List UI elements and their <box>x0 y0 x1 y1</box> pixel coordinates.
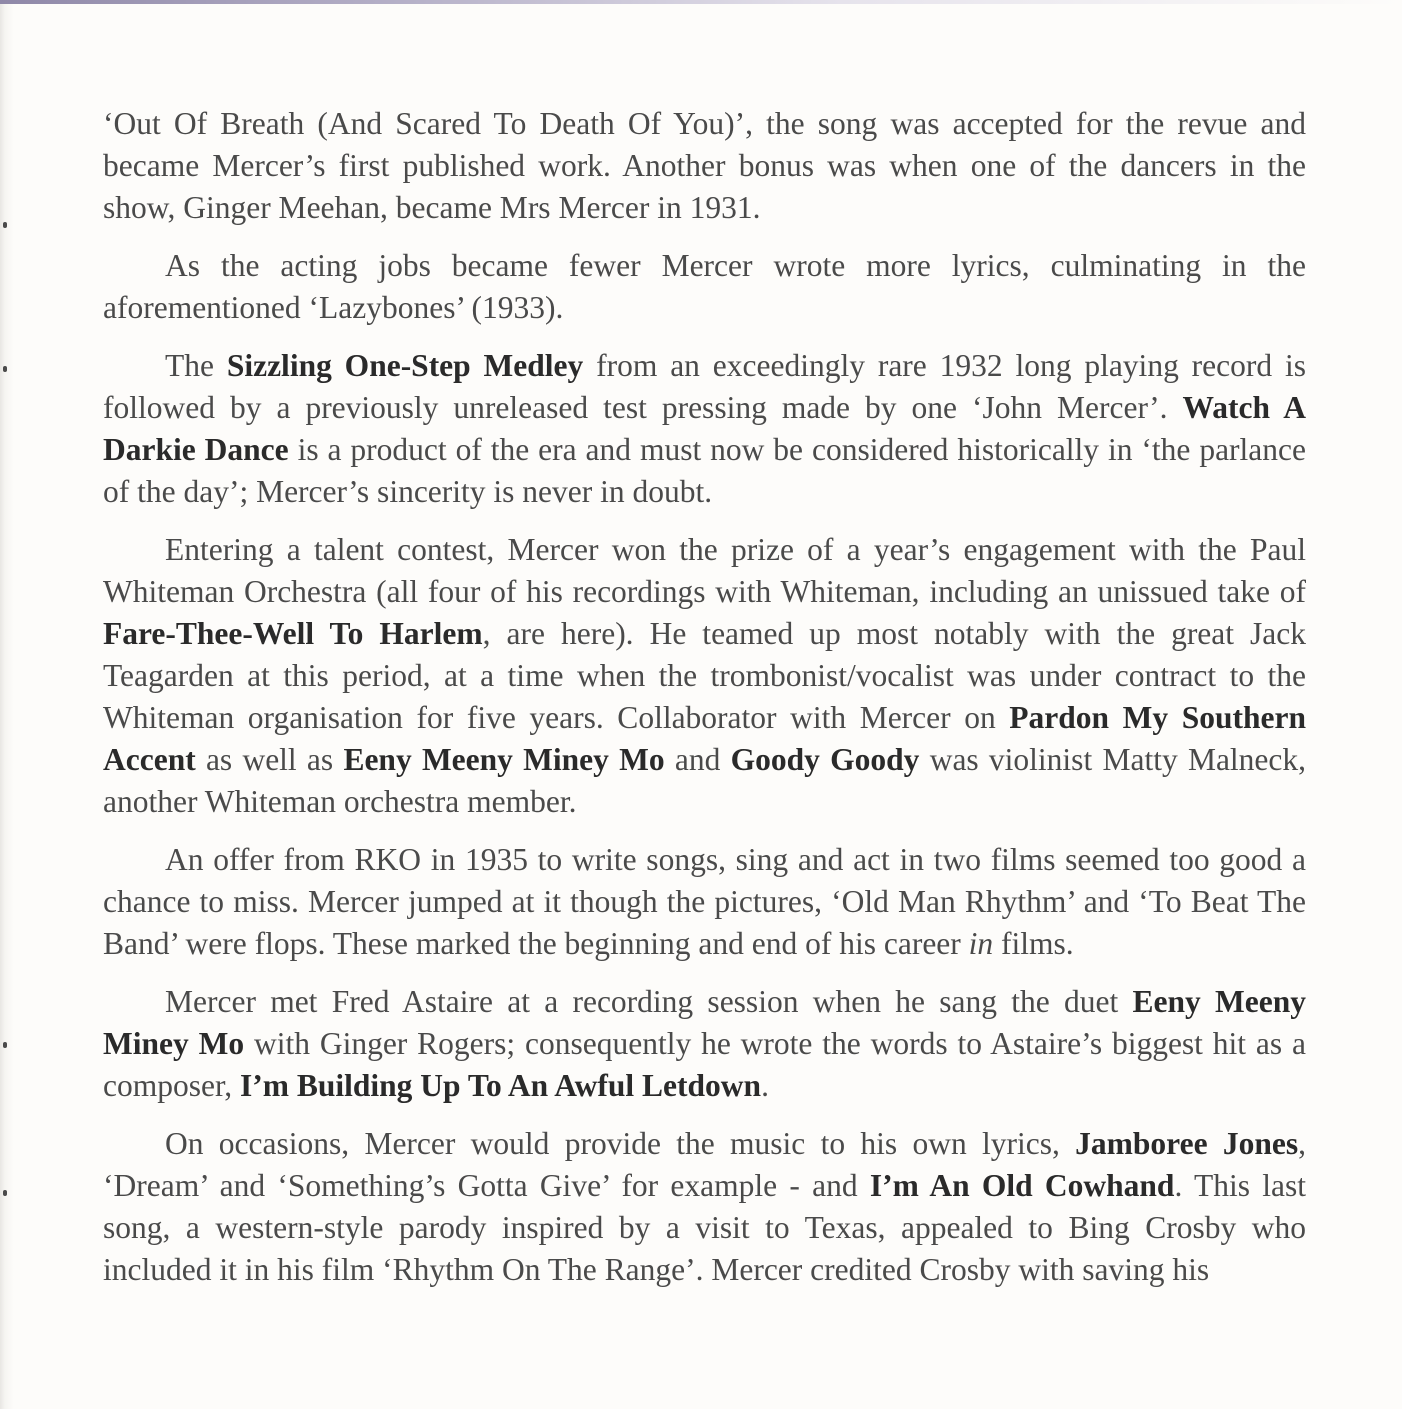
song-title: I’m Building Up To An Awful Letdown <box>239 1068 762 1103</box>
song-title: Pardon My Southern Accent <box>103 700 1306 777</box>
page-speck <box>3 1042 7 1048</box>
page-speck <box>3 222 7 228</box>
body-text: On occasions, Mercer would provide the music to his own lyrics, <box>165 1126 1076 1161</box>
body-text: films. <box>993 926 1074 961</box>
page-speck <box>3 1190 7 1196</box>
body-text: An offer from RKO in 1935 to write songs, sing and act in two films seemed too good a chance to miss. Mercer jumped at it though the pictures, ‘Old Man Rhythm’ and ‘To Beat The Band’ were flops. These marked the beginning and end of his career <box>103 842 1306 961</box>
paragraph-7 <box>103 1123 1306 1291</box>
body-text: As the acting jobs became fewer Mercer wrote more lyrics, culminating in the aforementioned ‘Lazybones’ (1933). <box>103 248 1306 325</box>
song-title: I’m An Old Cowhand <box>869 1168 1175 1203</box>
body-text: Entering a talent contest, Mercer won the prize of a year’s engagement with the Paul Whiteman Orchestra (all four of his recordings with Whiteman, including an unissued take of <box>103 532 1306 609</box>
song-title: Watch A Darkie Dance <box>103 390 1306 467</box>
body-text: . This last song, a western-style parody inspired by a visit to Texas, appealed to Bing Crosby who included it in his film ‘Rhythm On The Range’. Mercer credited Crosby with saving his <box>103 1168 1306 1287</box>
body-text: Mercer met Fred Astaire at a recording session when he sang the duet <box>165 984 1133 1019</box>
body-text: as well as <box>195 742 344 777</box>
body-text: ‘Out Of Breath (And Scared To Death Of You)’, the song was accepted for the revue and became Mercer’s first published work. Another bonus was when one of the dancers in the show, Ginger Meehan, became Mrs Mercer in 1931. <box>103 106 1306 225</box>
paragraph-5 <box>103 839 1306 965</box>
song-title: Goody Goody <box>730 742 920 777</box>
body-text: The <box>165 348 227 383</box>
paragraph-6 <box>103 981 1306 1107</box>
body-text: with Ginger Rogers; consequently he wrote the words to Astaire’s biggest hit as a composer, <box>103 1026 1307 1103</box>
song-title: Eeny Meeny Miney Mo <box>343 742 665 777</box>
paragraph-2 <box>103 245 1306 329</box>
song-title: Eeny Meeny Miney Mo <box>103 984 1306 1061</box>
paragraph-1 <box>103 103 1306 229</box>
page-top-edge <box>0 0 1402 4</box>
emphasis-text: in <box>968 926 994 961</box>
body-text: . <box>761 1068 769 1103</box>
body-text: and <box>664 742 731 777</box>
paragraph-4 <box>103 529 1306 823</box>
body-text: is a product of the era and must now be considered historically in ‘the parlance of the day’; Mercer’s sincerity is never in doubt. <box>103 432 1306 509</box>
song-title: Jamboree Jones <box>1075 1126 1299 1161</box>
body-text: from an exceedingly rare 1932 long playing record is followed by a previously unreleased test pressing made by one ‘John Mercer’. <box>103 348 1306 425</box>
body-text: was violinist Matty Malneck, another Whiteman orchestra member. <box>103 742 1307 819</box>
song-title: Fare-Thee-Well To Harlem <box>103 616 483 651</box>
body-text: , ‘Dream’ and ‘Something’s Gotta Give’ for example - and <box>103 1126 1306 1203</box>
body-text: , are here). He teamed up most notably with the great Jack Teagarden at this period, at a time when the trombonist/vocalist was under contract to the Whiteman organisation for five years. Collaborator with Mercer on <box>103 616 1306 735</box>
paragraph-3 <box>103 345 1306 513</box>
page-speck <box>3 366 7 372</box>
song-title: Sizzling One-Step Medley <box>226 348 584 383</box>
article-text <box>103 103 1306 1307</box>
